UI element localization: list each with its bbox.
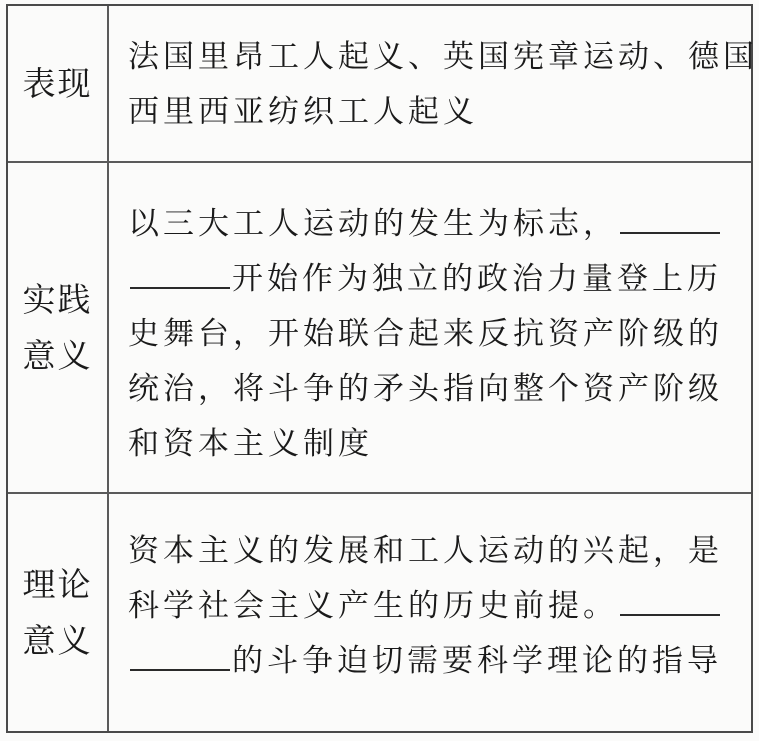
content-line — [128, 634, 741, 689]
row-label: 实践意义 — [22, 279, 93, 375]
row-content-cell — [109, 6, 758, 161]
table-row-theoretical-significance — [8, 494, 751, 731]
row-label: 表现 — [22, 63, 93, 103]
fill-in-blank[interactable] — [130, 639, 230, 671]
content-line: 和资本主义制度 — [128, 426, 373, 462]
content-text-segment: 以三大工人运动的发生为标志， — [128, 206, 618, 242]
fill-in-blank[interactable] — [620, 584, 720, 616]
content-line — [128, 579, 741, 634]
content-line — [128, 197, 741, 252]
content-line: 资本主义的发展和工人运动的兴起，是 — [128, 533, 723, 569]
row-label-cell — [8, 163, 109, 492]
table-row-practical-significance — [8, 163, 751, 494]
row-label: 理论意义 — [22, 564, 93, 660]
content-line: 史舞台，开始联合起来反抗资产阶级的 — [128, 316, 723, 352]
table-row-expression — [8, 6, 758, 163]
info-table — [6, 4, 758, 733]
row-content-cell — [109, 494, 751, 731]
content-line: 统治，将斗争的矛头指向整个资产阶级 — [128, 371, 723, 407]
row-label-cell — [8, 6, 109, 161]
row-label-cell — [8, 494, 109, 731]
content-line: 法国里昂工人起义、英国宪章运动、德国 — [128, 39, 758, 75]
fill-in-blank[interactable] — [130, 257, 230, 289]
content-text-segment: 科学社会主义产生的历史前提。 — [128, 588, 618, 624]
content-line: 西里西亚纺织工人起义 — [128, 94, 478, 130]
content-line — [128, 252, 741, 307]
fill-in-blank[interactable] — [620, 202, 720, 234]
row-content-cell — [109, 163, 751, 492]
content-text-segment: 开始作为独立的政治力量登上历 — [232, 261, 722, 297]
content-text-segment: 的斗争迫切需要科学理论的指导 — [232, 643, 722, 679]
